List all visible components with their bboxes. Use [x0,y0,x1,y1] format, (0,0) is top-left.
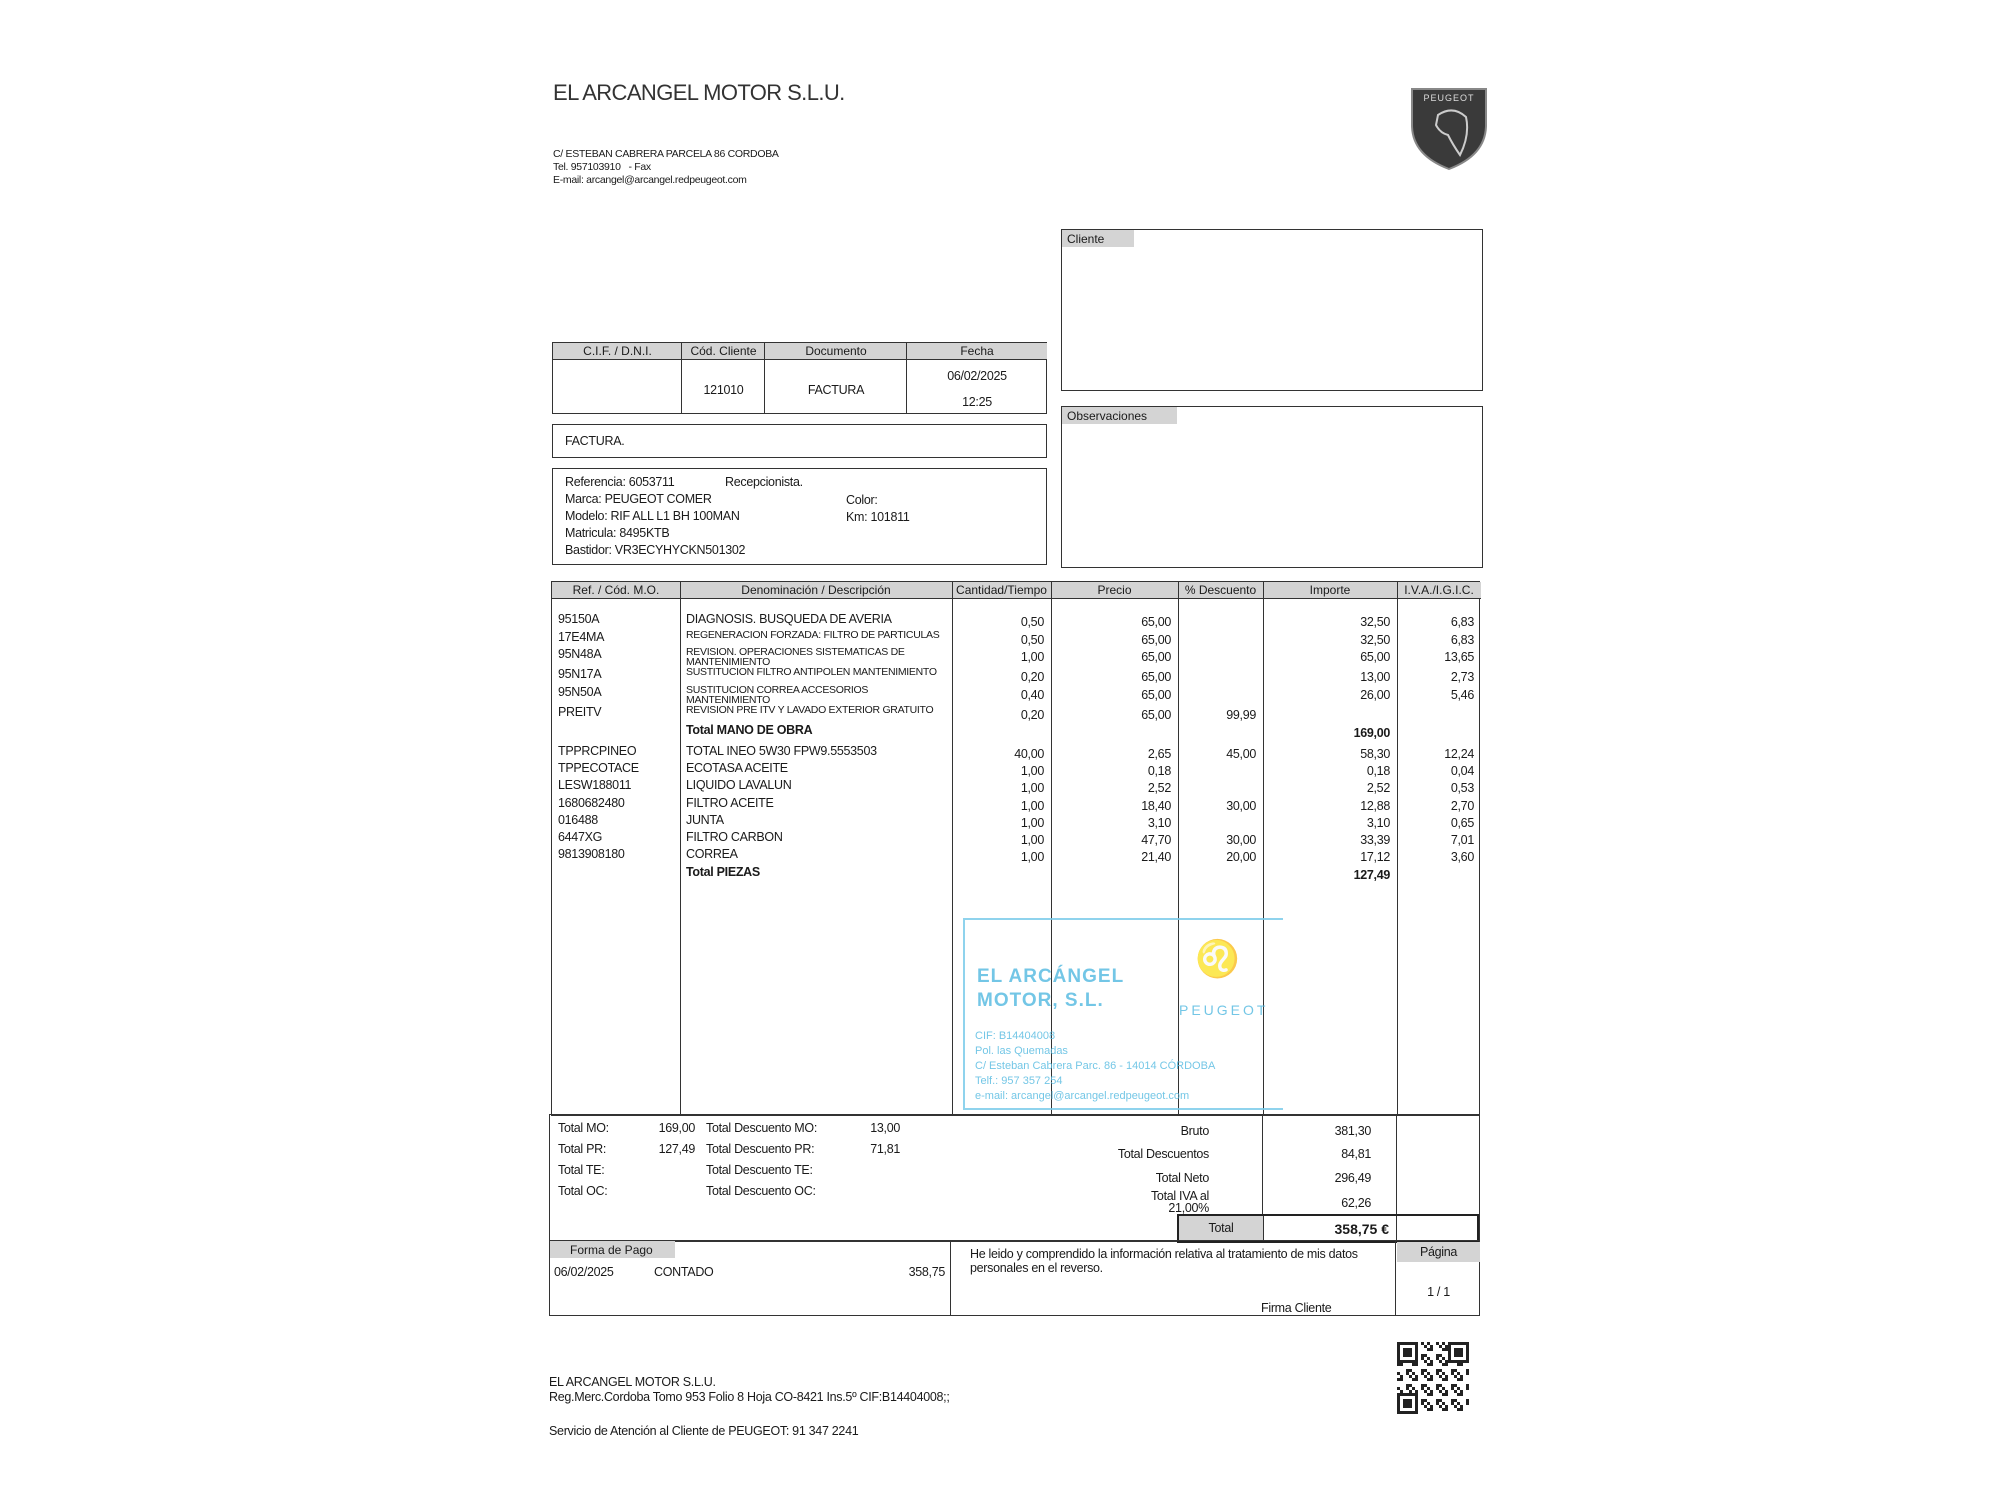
cell-price: 65,00 [1141,688,1171,702]
company-address: C/ ESTEBAN CABRERA PARCELA 86 CORDOBA [553,148,779,160]
totals-label: Total TE: [558,1163,605,1177]
cell-iva: 6,83 [1450,615,1474,629]
payment-amount: 358,75 [908,1265,945,1279]
cell-desc: REVISION. OPERACIONES SISTEMATICAS DE MANTENIMIENTO [686,646,905,668]
stamp-lion-icon: ♌ [1195,938,1240,979]
bruto-value: 381,30 [1334,1124,1371,1138]
cell-iva: 3,60 [1450,850,1474,864]
totals-dlabel: Total Descuento OC: [706,1184,816,1198]
total-box [1177,1214,1479,1243]
cell-ref: LESW188011 [558,778,632,792]
iva-pct: 21,00% [1168,1201,1209,1215]
modelo: Modelo: RIF ALL L1 BH 100MAN [565,509,740,523]
client-label: Cliente [1062,230,1134,247]
cell-imp: 12,88 [1360,799,1390,813]
neto-label: Total Neto [1155,1171,1209,1185]
pagina-value: 1 / 1 [1427,1285,1450,1299]
vehicle-box [552,468,1047,565]
cell-ref: PREITV [558,705,602,719]
marca: Marca: PEUGEOT COMER [565,492,712,506]
lines-table [551,581,1480,1116]
observations-label: Observaciones [1062,407,1177,424]
totals-section [549,1114,1480,1242]
cell-desc: DIAGNOSIS. BUSQUEDA DE AVERIA [686,612,892,626]
footer-registry: Reg.Merc.Cordoba Tomo 953 Folio 8 Hoja CO-8421 Ins.5º CIF:B14404008;; [549,1390,950,1404]
km: Km: 101811 [846,510,910,524]
cod-cliente-value: 121010 [703,383,744,397]
footer-company: EL ARCANGEL MOTOR S.L.U. [549,1375,716,1389]
client-box [1061,229,1483,391]
cell-ref: TPPECOTACE [558,761,639,775]
col-header: Importe [1263,582,1397,599]
cell-price: 21,40 [1141,850,1171,864]
cell-ref: 95N17A [558,667,602,681]
totals-label: Total OC: [558,1184,608,1198]
cell-desc: SUSTITUCION FILTRO ANTIPOLEN MANTENIMIENTO [686,666,937,678]
totals-dvalue: 71,81 [870,1142,900,1156]
fecha-value: 06/02/2025 [947,369,1007,383]
cell-ref: 95N48A [558,647,602,661]
cell-imp: 2,52 [1366,781,1390,795]
iva-label: Total IVA al [1150,1189,1209,1203]
cell-price: 65,00 [1141,615,1171,629]
cell-price: 0,18 [1147,764,1171,778]
cell-iva: 0,04 [1450,764,1474,778]
observations-box [1061,406,1483,568]
cell-price: 65,00 [1141,650,1171,664]
peugeot-logo [1408,85,1490,172]
cell-desc: Total MANO DE OBRA [686,723,813,737]
col-documento: Documento [765,343,907,360]
cell-iva: 2,73 [1450,670,1474,684]
cell-desc: LIQUIDO LAVALUN [686,778,792,792]
descuentos-label: Total Descuentos [1117,1147,1209,1161]
cell-desc: TOTAL INEO 5W30 FPW9.5553503 [686,744,877,758]
cell-desc: JUNTA [686,813,724,827]
cell-ref: 9813908180 [558,847,625,861]
cell-imp: 32,50 [1360,633,1390,647]
svg-text:PEUGEOT: PEUGEOT [1423,93,1475,103]
cell-ref: 6447XG [558,830,603,844]
company-name: EL ARCANGEL MOTOR S.L.U. [553,80,845,105]
cell-disc: 99,99 [1226,708,1256,722]
stamp-brand: PEUGEOT [1179,1002,1269,1018]
bastidor: Bastidor: VR3ECYHYCKN501302 [565,543,746,557]
col-cod-cliente: Cód. Cliente [682,343,765,360]
col-header: Ref. / Cód. M.O. [552,582,680,599]
totals-label: Total MO: [558,1121,609,1135]
col-header: Cantidad/Tiempo [952,582,1051,599]
cell-qty: 1,00 [1020,833,1044,847]
recepcionista: Recepcionista. [725,475,803,489]
total-label: Total [1179,1216,1263,1240]
matricula: Matricula: 8495KTB [565,526,670,540]
cell-qty: 1,00 [1020,764,1044,778]
document-header-table [552,342,1047,414]
cell-imp: 26,00 [1360,688,1390,702]
bruto-label: Bruto [1180,1124,1209,1138]
company-email: E-mail: arcangel@arcangel.redpeugeot.com [553,174,747,186]
factura-label: FACTURA. [565,434,625,448]
cell-imp: 0,18 [1366,764,1390,778]
privacy-text-1: He leido y comprendido la información relativa al tratamiento de mis datos [970,1247,1358,1261]
cell-qty: 1,00 [1020,781,1044,795]
cell-imp: 58,30 [1360,747,1390,761]
col-cif: C.I.F. / D.N.I. [553,343,682,360]
pagina-label: Página [1397,1242,1480,1262]
cell-iva: 0,65 [1450,816,1474,830]
cell-imp: 169,00 [1353,726,1390,740]
col-header: Precio [1051,582,1178,599]
qr-code [1397,1342,1469,1414]
firma-cliente: Firma Cliente [1261,1301,1332,1315]
cell-qty: 1,00 [1020,799,1044,813]
stamp-addr: C/ Esteban Cabrera Parc. 86 - 14014 CÓRDOBA [975,1060,1216,1072]
stamp-tel: Telf.: 957 357 254 [975,1075,1063,1087]
totals-dlabel: Total Descuento PR: [706,1142,815,1156]
stamp-cif: CIF: B14404008 [975,1030,1056,1042]
cell-disc: 20,00 [1226,850,1256,864]
cell-desc: REVISION PRE ITV Y LAVADO EXTERIOR GRATUITO [686,704,934,716]
cell-imp: 3,10 [1366,816,1390,830]
cell-imp: 33,39 [1360,833,1390,847]
cell-iva: 13,65 [1444,650,1474,664]
totals-dlabel: Total Descuento TE: [706,1163,813,1177]
totals-label: Total PR: [558,1142,607,1156]
cell-price: 2,65 [1147,747,1171,761]
cell-price: 3,10 [1147,816,1171,830]
cell-qty: 1,00 [1020,816,1044,830]
referencia: Referencia: 6053711 [565,475,675,489]
cell-imp: 65,00 [1360,650,1390,664]
col-header: Denominación / Descripción [680,582,952,599]
cell-desc: SUSTITUCION CORREA ACCESORIOS MANTENIMIENTO [686,684,869,706]
payment-label: Forma de Pago [550,1241,675,1258]
iva-value: 62,26 [1341,1196,1371,1210]
cell-qty: 0,20 [1020,708,1044,722]
stamp-pol: Pol. las Quemadas [975,1045,1068,1057]
totals-value: 169,00 [658,1121,695,1135]
cell-qty: 0,50 [1020,615,1044,629]
color: Color: [846,493,878,507]
cell-desc: ECOTASA ACEITE [686,761,788,775]
cell-ref: 016488 [558,813,598,827]
cell-iva: 5,46 [1450,688,1474,702]
cell-desc: FILTRO ACEITE [686,796,774,810]
cell-qty: 1,00 [1020,850,1044,864]
cell-disc: 30,00 [1226,799,1256,813]
cell-imp: 17,12 [1360,850,1390,864]
stamp-name-2: MOTOR, S.L. [977,990,1104,1011]
totals-value: 127,49 [658,1142,695,1156]
cell-iva: 0,53 [1450,781,1474,795]
stamp-name-1: EL ARCÁNGEL [977,966,1125,987]
payment-method: CONTADO [654,1265,714,1279]
cell-imp: 127,49 [1353,868,1390,882]
cell-iva: 12,24 [1444,747,1474,761]
cell-ref: 1680682480 [558,796,625,810]
cell-qty: 1,00 [1020,650,1044,664]
company-stamp [963,918,1283,1110]
descuentos-value: 84,81 [1341,1147,1371,1161]
totals-dlabel: Total Descuento MO: [706,1121,818,1135]
cell-price: 65,00 [1141,633,1171,647]
col-header: I.V.A./I.G.I.C. [1397,582,1481,599]
cell-price: 47,70 [1141,833,1171,847]
cell-desc: REGENERACION FORZADA: FILTRO DE PARTICULAS [686,629,940,641]
cell-ref: 95150A [558,612,600,626]
cell-price: 2,52 [1147,781,1171,795]
payment-section [549,1240,1480,1316]
cell-desc: FILTRO CARBON [686,830,783,844]
cell-price: 65,00 [1141,708,1171,722]
cell-desc: CORREA [686,847,738,861]
neto-value: 296,49 [1334,1171,1371,1185]
cell-iva: 2,70 [1450,799,1474,813]
cell-imp: 13,00 [1360,670,1390,684]
cell-ref: 95N50A [558,685,602,699]
cell-disc: 45,00 [1226,747,1256,761]
cell-iva: 6,83 [1450,633,1474,647]
footer-service: Servicio de Atención al Cliente de PEUGEOT: 91 347 2241 [549,1424,859,1438]
documento-value: FACTURA [807,383,865,397]
stamp-email: e-mail: arcangel@arcangel.redpeugeot.com [975,1090,1190,1102]
cell-price: 18,40 [1141,799,1171,813]
cell-iva: 7,01 [1450,833,1474,847]
cell-ref: TPPRCPINEO [558,744,637,758]
factura-box [552,424,1047,458]
col-fecha: Fecha [907,343,1047,360]
cell-imp: 32,50 [1360,615,1390,629]
payment-date: 06/02/2025 [554,1265,614,1279]
cell-qty: 0,40 [1020,688,1044,702]
cell-qty: 0,20 [1020,670,1044,684]
company-phone: Tel. 957103910 - Fax [553,161,651,173]
cell-disc: 30,00 [1226,833,1256,847]
cell-desc: Total PIEZAS [686,865,760,879]
cell-qty: 40,00 [1014,747,1044,761]
col-header: % Descuento [1178,582,1263,599]
cell-price: 65,00 [1141,670,1171,684]
cell-ref: 17E4MA [558,630,605,644]
totals-dvalue: 13,00 [870,1121,900,1135]
cell-qty: 0,50 [1020,633,1044,647]
privacy-text-2: personales en el reverso. [970,1261,1103,1275]
total-value: 358,75 € [1334,1221,1389,1237]
hora-value: 12:25 [962,395,992,409]
